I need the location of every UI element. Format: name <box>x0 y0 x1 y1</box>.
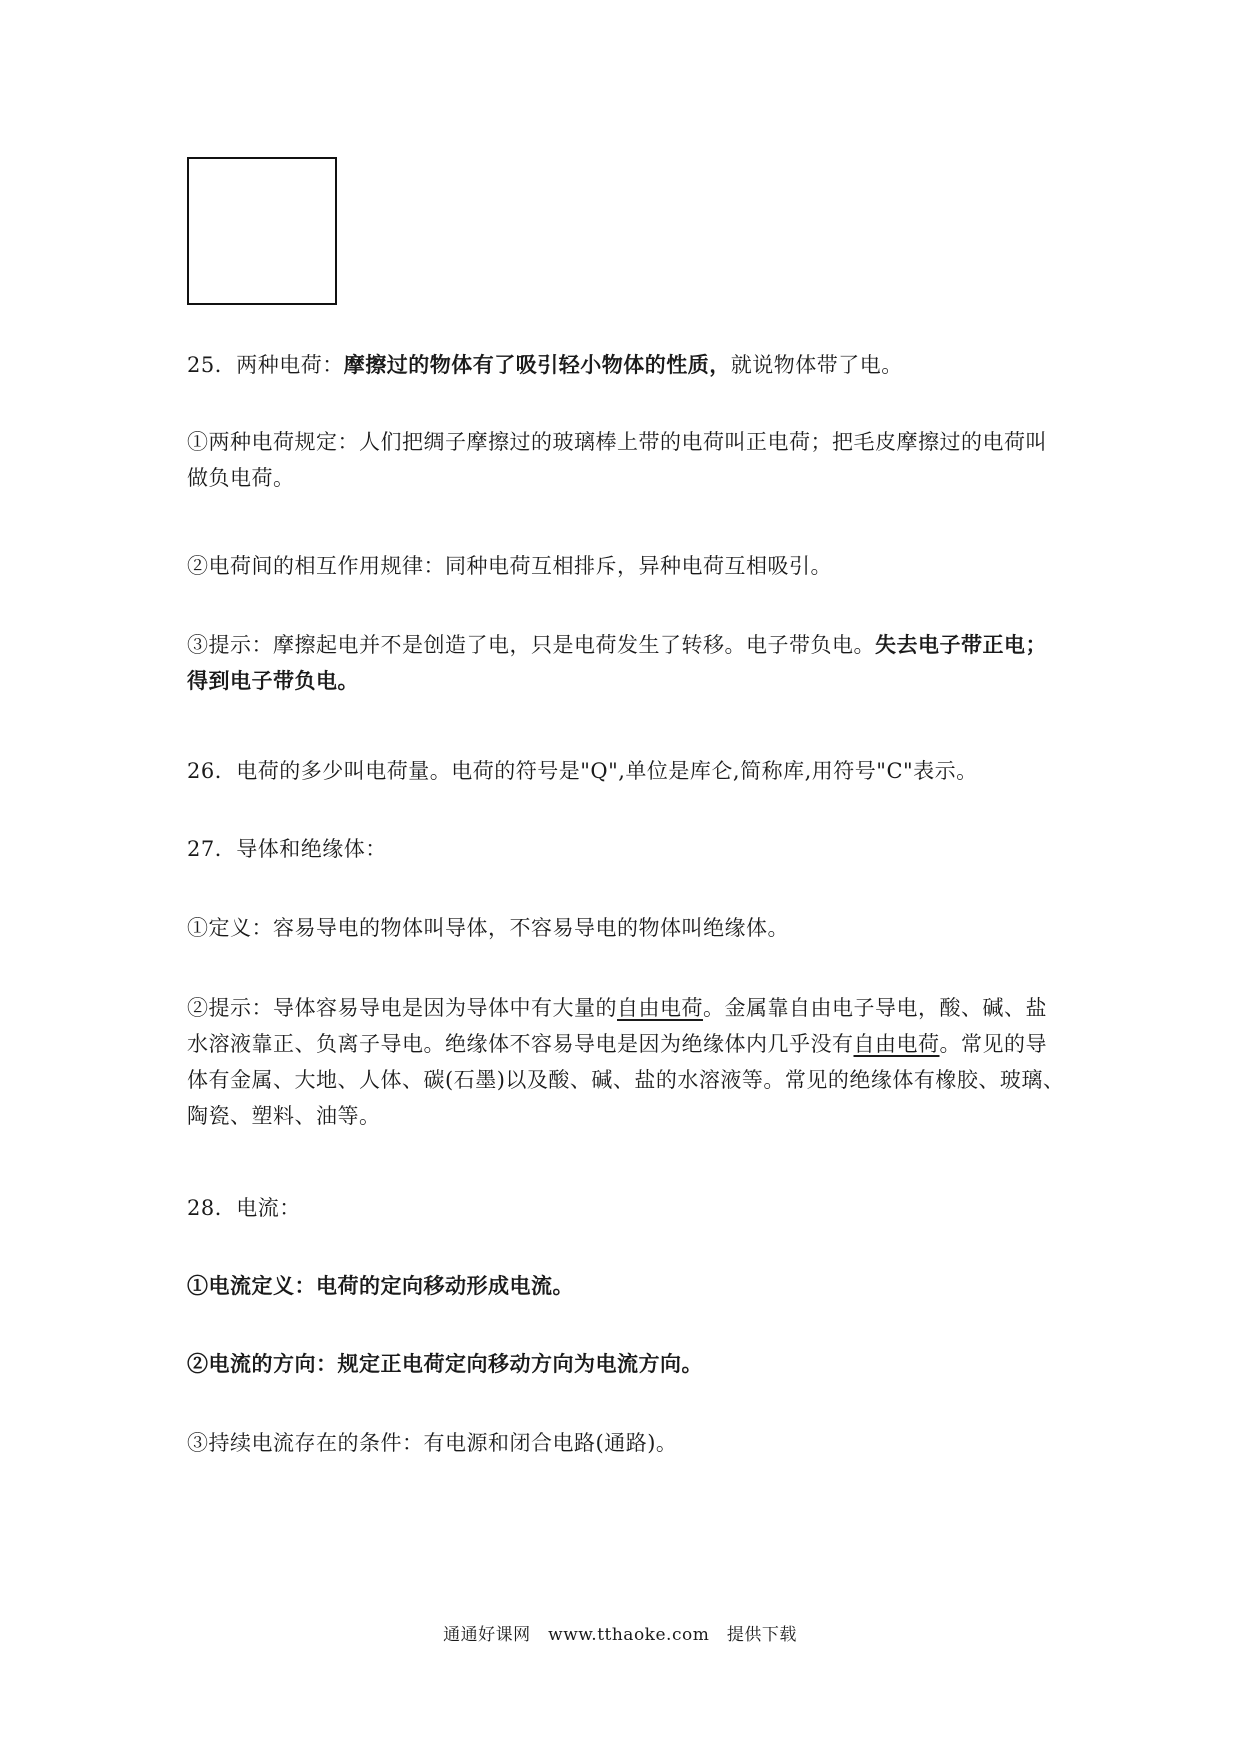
paragraph-28-2 <box>187 1346 1057 1382</box>
paragraph-27-line: 27．导体和绝缘体： <box>187 837 387 861</box>
paragraph-25-tail: 就说物体带了电。 <box>730 353 903 377</box>
paragraph-25-line <box>187 347 1057 383</box>
paragraph-27-2-l2-b: 。常见的导 <box>939 1032 1047 1056</box>
paragraph-25 <box>187 347 1057 383</box>
paragraph-27 <box>187 831 1057 867</box>
paragraph-27-1 <box>187 910 1057 946</box>
paragraph-25-3-line-1 <box>187 627 1057 663</box>
page-footer: 通通好课网 www.tthaoke.com 提供下载 <box>443 1625 797 1645</box>
paragraph-25-1-line-1: ①两种电荷规定：人们把绸子摩擦过的玻璃棒上带的电荷叫正电荷；把毛皮摩擦过的电荷叫 <box>187 430 1047 454</box>
paragraph-27-2-l2-a: 水溶液靠正、负离子导电。绝缘体不容易导电是因为绝缘体内几乎没有 <box>187 1032 854 1056</box>
paragraph-25-3-text: ③提示：摩擦起电并不是创造了电，只是电荷发生了转移。电子带负电。 <box>187 633 875 657</box>
paragraph-27-2-l1-b: 。金属靠自由电子导电，酸、碱、盐 <box>703 996 1047 1020</box>
paragraph-28-1 <box>187 1268 1057 1304</box>
paragraph-28 <box>187 1190 1057 1226</box>
paragraph-27-2-line-2 <box>187 1026 1057 1062</box>
paragraph-25-3-bold-2: 得到电子带负电。 <box>187 668 359 693</box>
paragraph-28-1-line: ①电流定义：电荷的定向移动形成电流。 <box>187 1273 574 1298</box>
paragraph-25-1-line-2: 做负电荷。 <box>187 466 295 490</box>
paragraph-27-2-l1-underline: 自由电荷 <box>617 996 703 1020</box>
paragraph-26-line: 26．电荷的多少叫电荷量。电荷的符号是"Q",单位是库仑,简称库,用符号"C"表示。 <box>187 759 978 783</box>
paragraph-27-2-l2-underline: 自由电荷 <box>853 1032 940 1056</box>
paragraph-27-2-line-4: 陶瓷、塑料、油等。 <box>187 1104 381 1128</box>
paragraph-27-1-line: ①定义：容易导电的物体叫导体，不容易导电的物体叫绝缘体。 <box>187 916 789 940</box>
paragraph-27-2-l1-a: ②提示：导体容易导电是因为导体中有大量的 <box>187 996 617 1020</box>
paragraph-28-3 <box>187 1425 1057 1461</box>
paragraph-28-3-line: ③持续电流存在的条件：有电源和闭合电路(通路)。 <box>187 1431 678 1455</box>
paragraph-25-bold: 摩擦过的物体有了吸引轻小物体的性质， <box>343 352 731 377</box>
paragraph-25-1 <box>187 424 1057 496</box>
paragraph-25-label: 25．两种电荷： <box>187 353 344 377</box>
paragraph-26 <box>187 753 1057 789</box>
paragraph-25-2 <box>187 548 1057 584</box>
paragraph-28-line: 28．电流： <box>187 1196 301 1220</box>
paragraph-27-2-line-1 <box>187 990 1057 1026</box>
paragraph-25-2-line: ②电荷间的相互作用规律：同种电荷互相排斥，异种电荷互相吸引。 <box>187 554 832 578</box>
paragraph-25-3-bold-1: 失去电子带正电； <box>875 632 1047 657</box>
paragraph-25-3 <box>187 627 1057 699</box>
paragraph-27-2 <box>187 990 1065 1134</box>
paragraph-27-2-line-3: 体有金属、大地、人体、碳(石墨)以及酸、碱、盐的水溶液等。常见的绝缘体有橡胶、玻璃、 <box>187 1068 1065 1092</box>
image-placeholder-box <box>187 157 337 305</box>
paragraph-28-2-line: ②电流的方向：规定正电荷定向移动方向为电流方向。 <box>187 1351 703 1376</box>
